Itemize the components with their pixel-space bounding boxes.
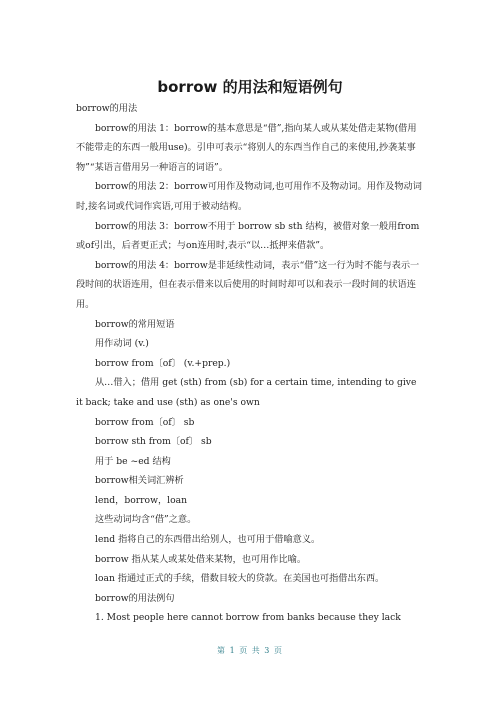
paragraph: borrow的用法 1：borrow的基本意思是“借”,指向某人或从某处借走某物(借用不能带走的东西一般用use)。引申可表示“将别人的东西当作自己的来使用,抄袭某事物”“某语言借用另一种语言的词语”。 (76, 122, 417, 173)
paragraph: borrow sth from〔of〕 sb (95, 436, 212, 448)
paragraph: lend 指将自己的东西借出给别人，也可用于借喻意义。 (95, 534, 321, 546)
document-body (76, 99, 424, 628)
paragraph: borrow的用法 2：borrow可用作及物动词,也可用作不及物动词。用作及物动词时,接名词或代词作宾语,可用于被动结构。 (76, 181, 422, 212)
paragraph: 从…借入；借用 get (sth) from (sb) for a certain time, intending to give it back; take and use (sth) as one's own (76, 377, 417, 408)
paragraph: borrow的用法 3：borrow不用于 borrow sb sth 结构，被借对象一般用from或of引出，后者更正式；与on连用时,表示“以…抵押来借款”。 (76, 220, 420, 252)
section-heading: borrow的用法例句 (95, 592, 175, 604)
paragraph: 用作动词 (v.) (95, 338, 149, 350)
paragraph: 这些动词均含“借”之意。 (95, 514, 197, 526)
example-sentence: 1. Most people here cannot borrow from banks because they lack (95, 612, 401, 624)
paragraph: 用于 be ~ed 结构 (95, 455, 171, 467)
paragraph: borrow from〔of〕 (v.+prep.) (95, 357, 231, 369)
paragraph: borrow的用法 4：borrow是非延续性动词，表示“借”这一行为时不能与表示一段时间的状语连用，但在表示借来以后使用的时间时却可以和表示一段时间的状语连用。 (76, 259, 420, 310)
paragraph: borrow from〔of〕 sb (95, 416, 195, 428)
paragraph: borrow 指从某人或某处借来某物，也可用作比喻。 (95, 553, 307, 565)
page-number: 第 1 页 共 3 页 (217, 646, 283, 655)
paragraph: lend，borrow，loan (95, 494, 188, 506)
section-heading: borrow的常用短语 (95, 318, 175, 330)
paragraph: loan 指通过正式的手续，借数目较大的贷款。在美国也可指借出东西。 (95, 573, 385, 585)
paragraph: borrow的用法 (76, 103, 138, 114)
page-title: borrow 的用法和短语例句 (157, 78, 343, 96)
section-heading: borrow相关词汇辨析 (95, 475, 184, 487)
